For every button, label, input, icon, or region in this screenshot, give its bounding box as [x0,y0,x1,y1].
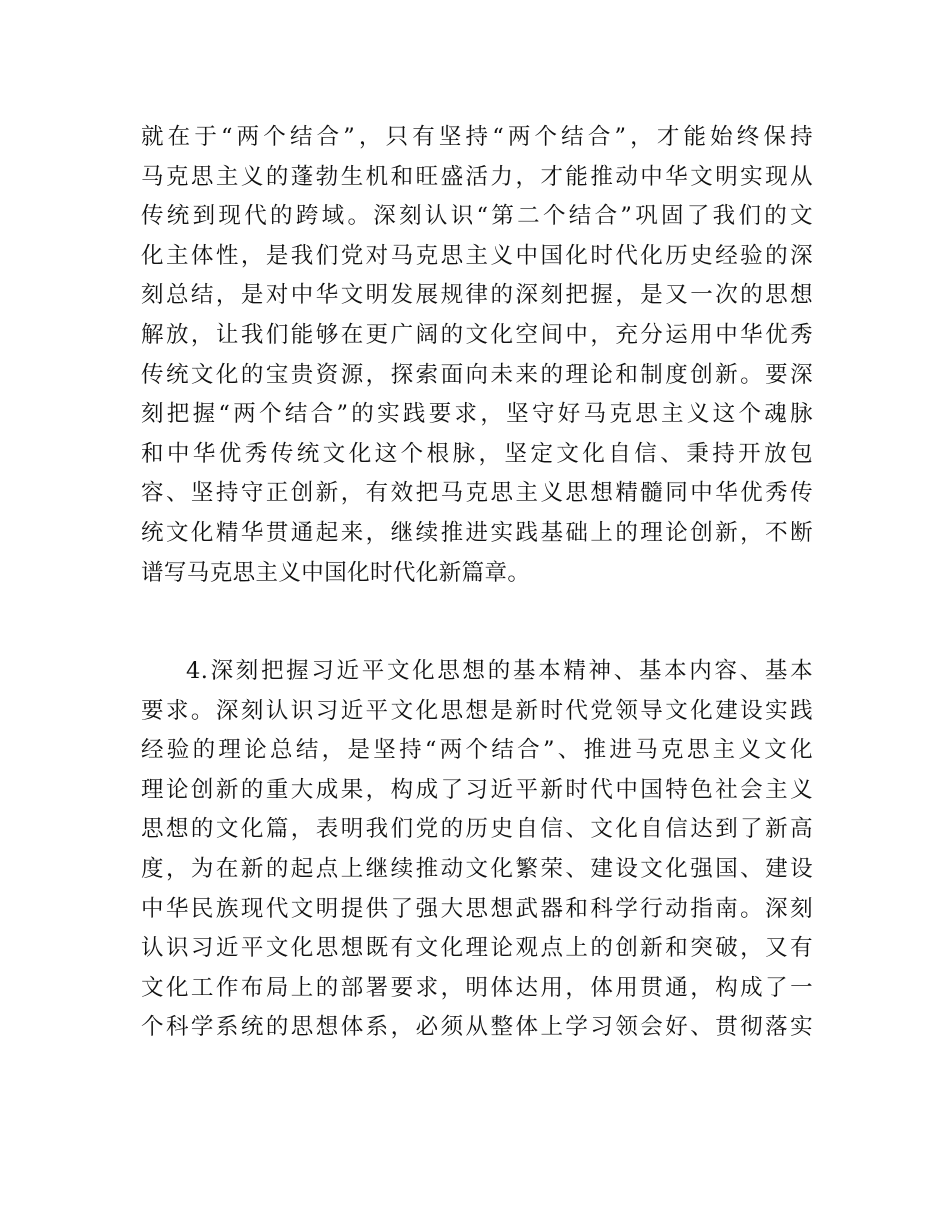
text-line: 容、坚持守正创新，有效把马克思主义思想精髓同中华优秀传 [141,480,813,507]
paragraph-continued [141,118,813,593]
text-line: 刻把握“两个结合”的实践要求，坚守好马克思主义这个魂脉 [141,401,813,428]
text-line: 经验的理论总结，是坚持“两个结合”、推进马克思主义文化 [141,737,813,764]
section-heading-line: 4.深刻把握习近平文化思想的基本精神、基本内容、基本 [186,658,813,684]
paragraph-section-4 [141,652,813,1048]
text-line: 刻总结，是对中华文明发展规律的深刻把握，是又一次的思想 [141,282,813,309]
text-line: 中华民族现代文明提供了强大思想武器和科学行动指南。深刻 [141,895,813,922]
text-line: 度，为在新的起点上继续推动文化繁荣、建设文化强国、建设 [141,855,813,882]
text-line: 解放，让我们能够在更广阔的文化空间中，充分运用中华优秀 [141,321,813,348]
text-line-last: 谱写马克思主义中国化时代化新篇章。 [141,559,531,586]
text-line: 文化工作布局上的部署要求，明体达用，体用贯通，构成了一 [141,974,813,1001]
text-line: 统文化精华贯通起来，继续推进实践基础上的理论创新，不断 [141,519,813,546]
text-line: 认识习近平文化思想既有文化理论观点上的创新和突破，又有 [141,935,813,962]
text-line: 传统到现代的跨域。深刻认识“第二个结合”巩固了我们的文 [141,203,813,230]
text-line: 化主体性，是我们党对马克思主义中国化时代化历史经验的深 [141,242,813,269]
text-line: 思想的文化篇，表明我们党的历史自信、文化自信达到了新高 [141,816,813,843]
text-line: 要求。深刻认识习近平文化思想是新时代党领导文化建设实践 [141,697,813,724]
text-line: 个科学系统的思想体系，必须从整体上学习领会好、贯彻落实 [141,1014,813,1041]
text-line: 和中华优秀传统文化这个根脉，坚定文化自信、秉持开放包 [141,440,813,467]
text-line: 马克思主义的蓬勃生机和旺盛活力，才能推动中华文明实现从 [141,163,813,190]
text-line: 传统文化的宝贵资源，探索面向未来的理论和制度创新。要深 [141,361,813,388]
text-line: 就在于“两个结合”，只有坚持“两个结合”，才能始终保持 [141,124,813,150]
text-line: 理论创新的重大成果，构成了习近平新时代中国特色社会主义 [141,776,813,803]
